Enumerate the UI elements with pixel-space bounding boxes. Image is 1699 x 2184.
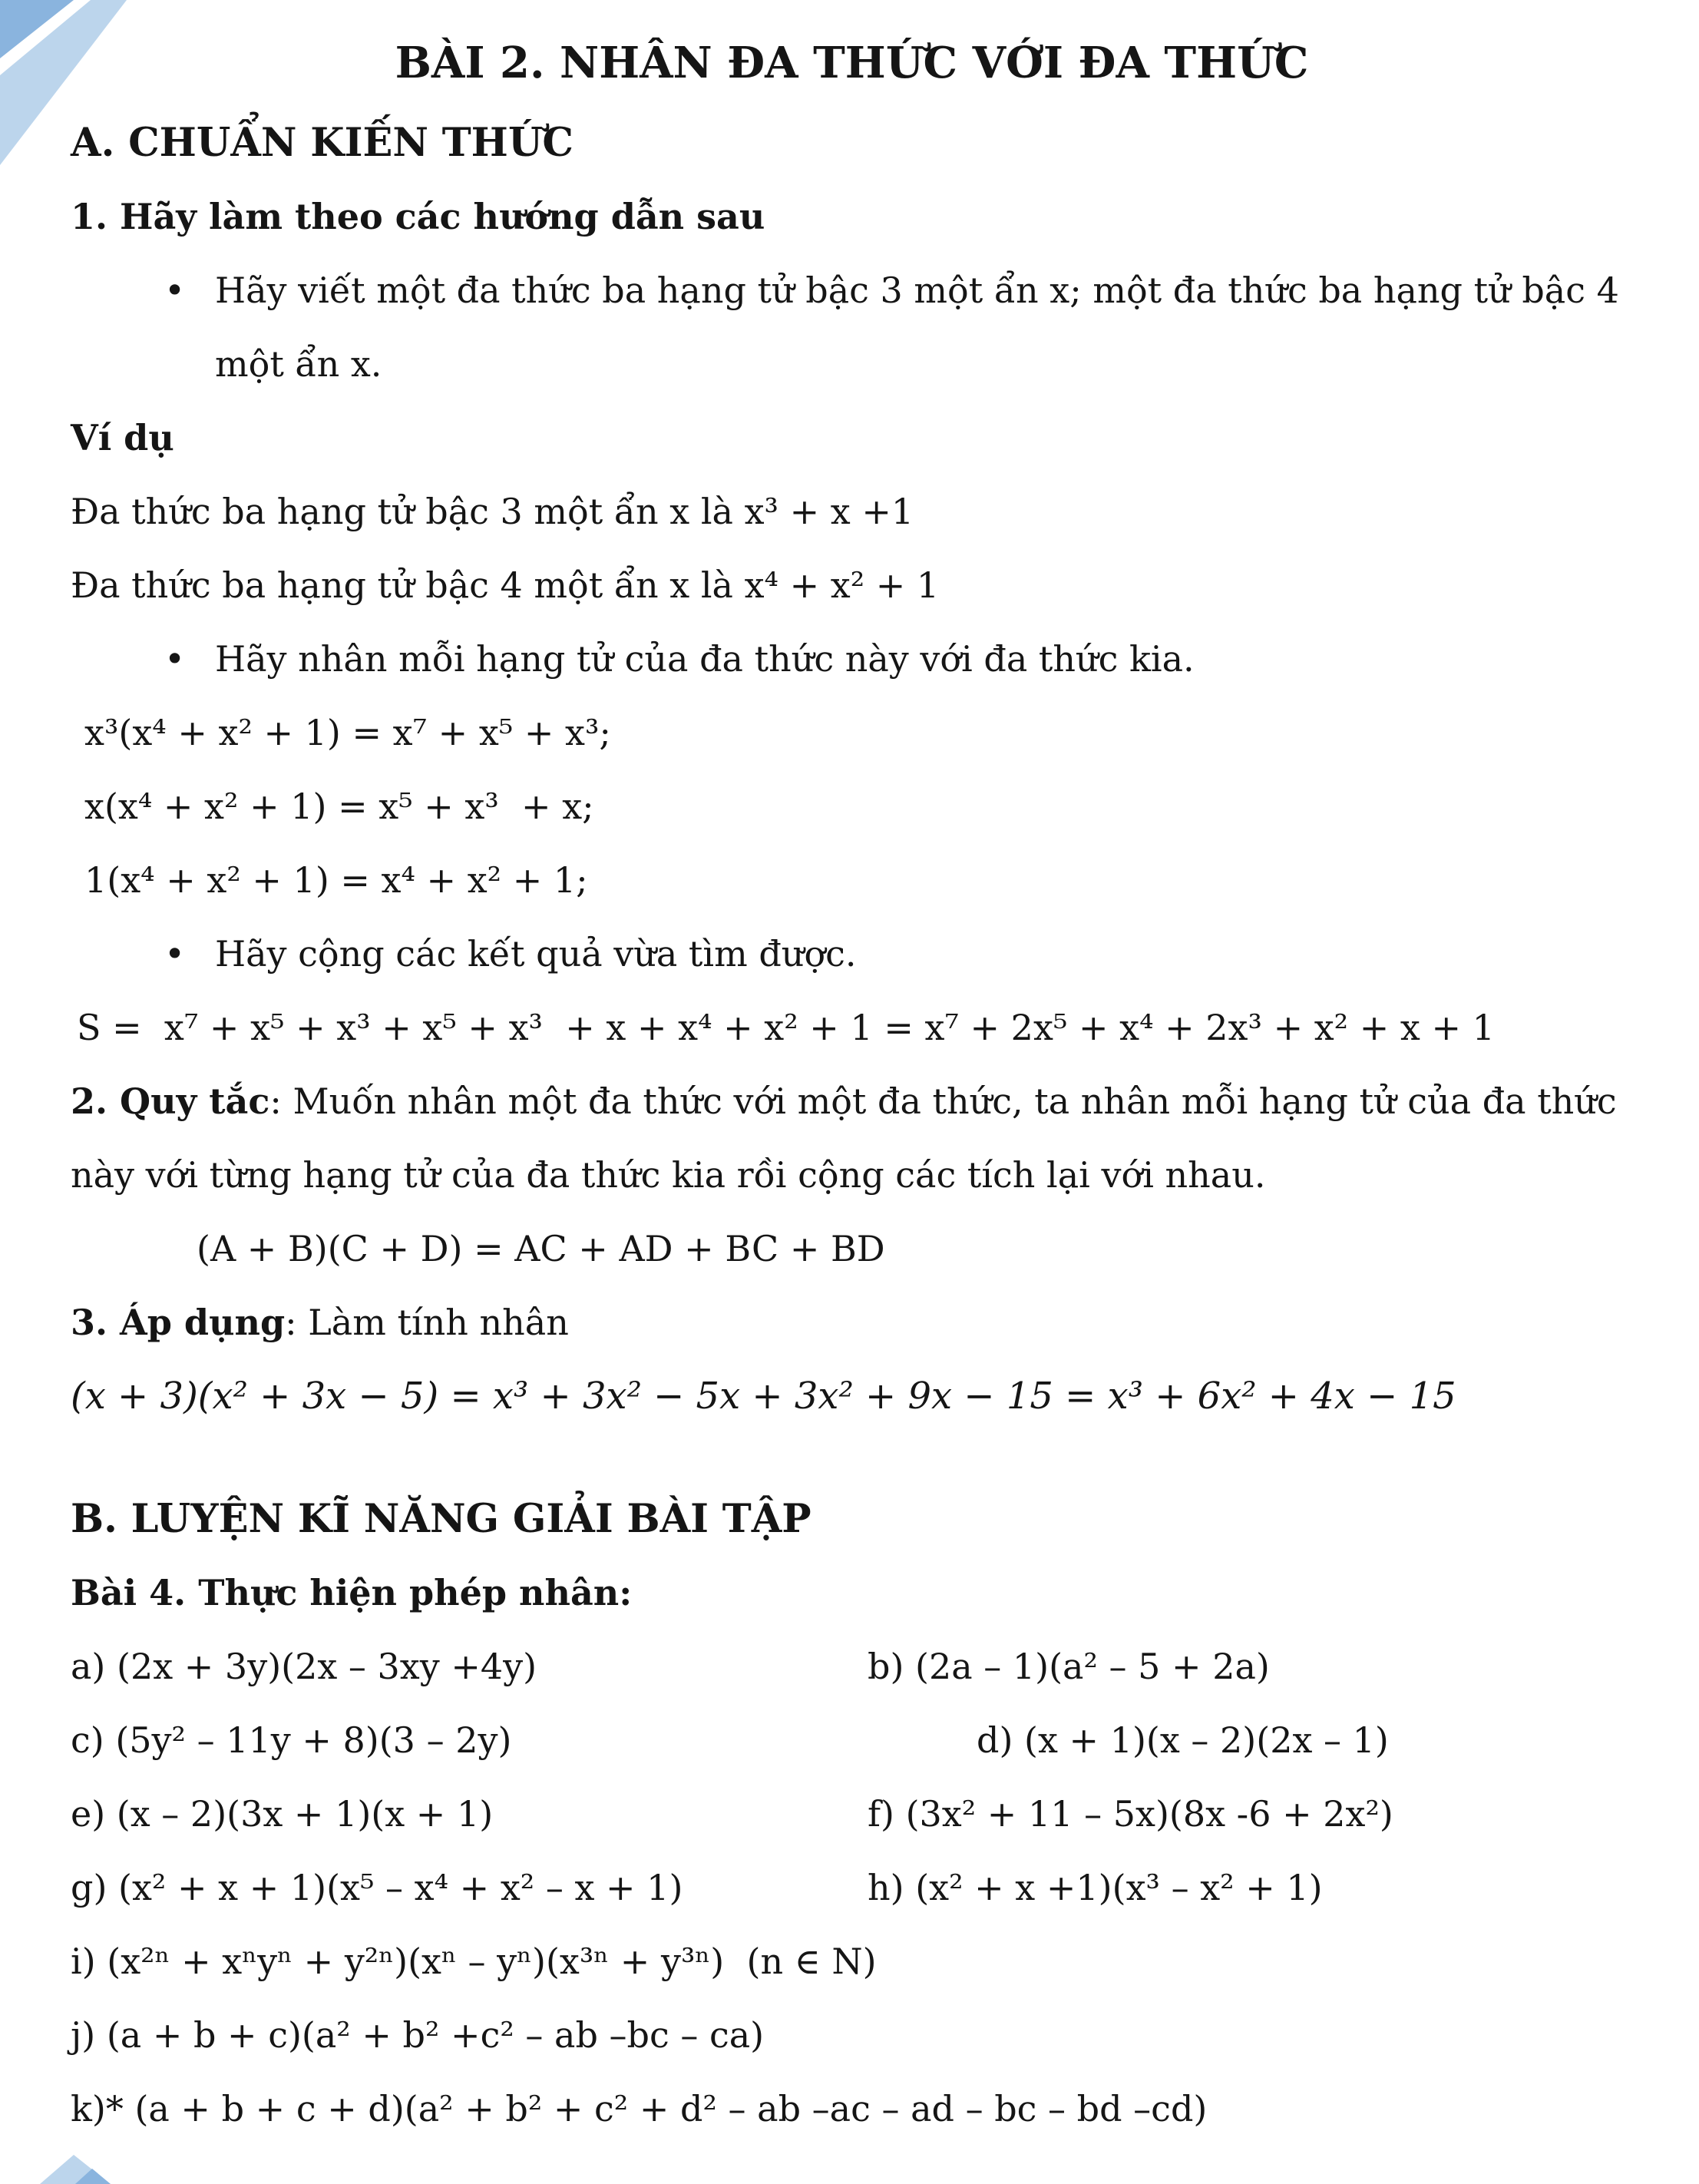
example-line-2: Đa thức ba hạng tử bậc 4 một ẩn x là x⁴ + x² + 1 [71,564,940,606]
apply-label: 3. Áp dụng [71,1302,286,1343]
section-b-heading: B. LUYỆN KĨ NĂNG GIẢI BÀI TẬP [71,1496,811,1542]
exercise-row-ab [71,1630,1633,1703]
exercise-heading: Bài 4. Thực hiện phép nhân: [71,1572,633,1613]
equation-line-3: 1(x⁴ + x² + 1) = x⁴ + x² + 1; [84,859,588,901]
example-heading: Ví dụ [71,417,174,458]
exercise-c: c) (5y² – 11y + 8)(3 – 2y) [71,1719,512,1761]
rule-text: : Muốn nhân một đa thức với một đa thức, ta nhân mỗi hạng tử của đa thức này với từng hạng tử của đa thức kia rồi cộng các tích lại với nhau. [71,1080,1628,1196]
equation-line-1: x³(x⁴ + x² + 1) = x⁷ + x⁵ + x³; [84,712,611,753]
exercise-f: f) (3x² + 11 – 5x)(8x -6 + 2x²) [868,1793,1393,1835]
example-line-1: Đa thức ba hạng tử bậc 3 một ẩn x là x³ + x +1 [71,491,914,532]
bullet-item-3 [71,917,1633,991]
exercise-k: k)* (a + b + c + d)(a² + b² + c² + d² – ab –ac – ad – bc – bd –cd) [71,2088,1208,2129]
section-spacer [71,1433,1633,1482]
bullet-item-2 [71,622,1633,696]
apply-example-equation: (x + 3)(x² + 3x − 5) = x³ + 3x² − 5x + 3x² + 9x − 15 = x³ + 6x² + 4x − 15 [71,1375,1456,1418]
exercise-b: b) (2a – 1)(a² – 5 + 2a) [868,1646,1270,1687]
equation-line-2: x(x⁴ + x² + 1) = x⁵ + x³ + x; [84,786,594,827]
exercise-row-gh [71,1851,1633,1924]
exercise-e: e) (x – 2)(3x + 1)(x + 1) [71,1793,494,1835]
exercise-h: h) (x² + x +1)(x³ – x² + 1) [868,1867,1323,1908]
apply-paragraph [71,1286,1633,1359]
exercise-d: d) (x + 1)(x – 2)(2x – 1) [977,1719,1389,1761]
step1-heading: 1. Hãy làm theo các hướng dẫn sau [71,196,765,237]
exercise-i: i) (x²ⁿ + xⁿyⁿ + y²ⁿ)(xⁿ – yⁿ)(x³ⁿ + y³ⁿ) (n ∈ N) [71,1941,877,1982]
exercise-j: j) (a + b + c)(a² + b² +c² – ab –bc – ca) [71,2014,765,2056]
exercise-a: a) (2x + 3y)(2x – 3xy +4y) [71,1646,537,1687]
bullet-dot: • [164,270,186,311]
bottom-ribbon-decoration [40,2155,111,2184]
page-title: BÀI 2. NHÂN ĐA THỨC VỚI ĐA THỨC [395,38,1309,88]
bullet-item-2-text: Hãy nhân mỗi hạng tử của đa thức này với đa thức kia. [215,638,1195,680]
exercise-row-ef [71,1777,1633,1851]
rule-label: 2. Quy tắc [71,1080,270,1122]
apply-text: : Làm tính nhân [285,1302,569,1343]
bullet-dot: • [164,638,186,680]
bullet-item-3-text: Hãy cộng các kết quả vừa tìm được. [215,933,857,975]
rule-paragraph [71,1064,1633,1212]
exercise-row-cd [71,1703,1633,1777]
bullet-item-1 [71,253,1633,401]
sum-equation: S = x⁷ + x⁵ + x³ + x⁵ + x³ + x + x⁴ + x² + 1 = x⁷ + 2x⁵ + x⁴ + 2x³ + x² + x + 1 [77,1007,1495,1048]
exercise-g: g) (x² + x + 1)(x⁵ – x⁴ + x² – x + 1) [71,1867,683,1908]
bullet-item-1-text: Hãy viết một đa thức ba hạng tử bậc 3 một ẩn x; một đa thức ba hạng tử bậc 4 một ẩn x. [215,270,1631,385]
rule-formula: (A + B)(C + D) = AC + AD + BC + BD [197,1228,885,1269]
section-a-heading: A. CHUẨN KIẾN THỨC [71,120,573,166]
bullet-dot: • [164,933,186,975]
